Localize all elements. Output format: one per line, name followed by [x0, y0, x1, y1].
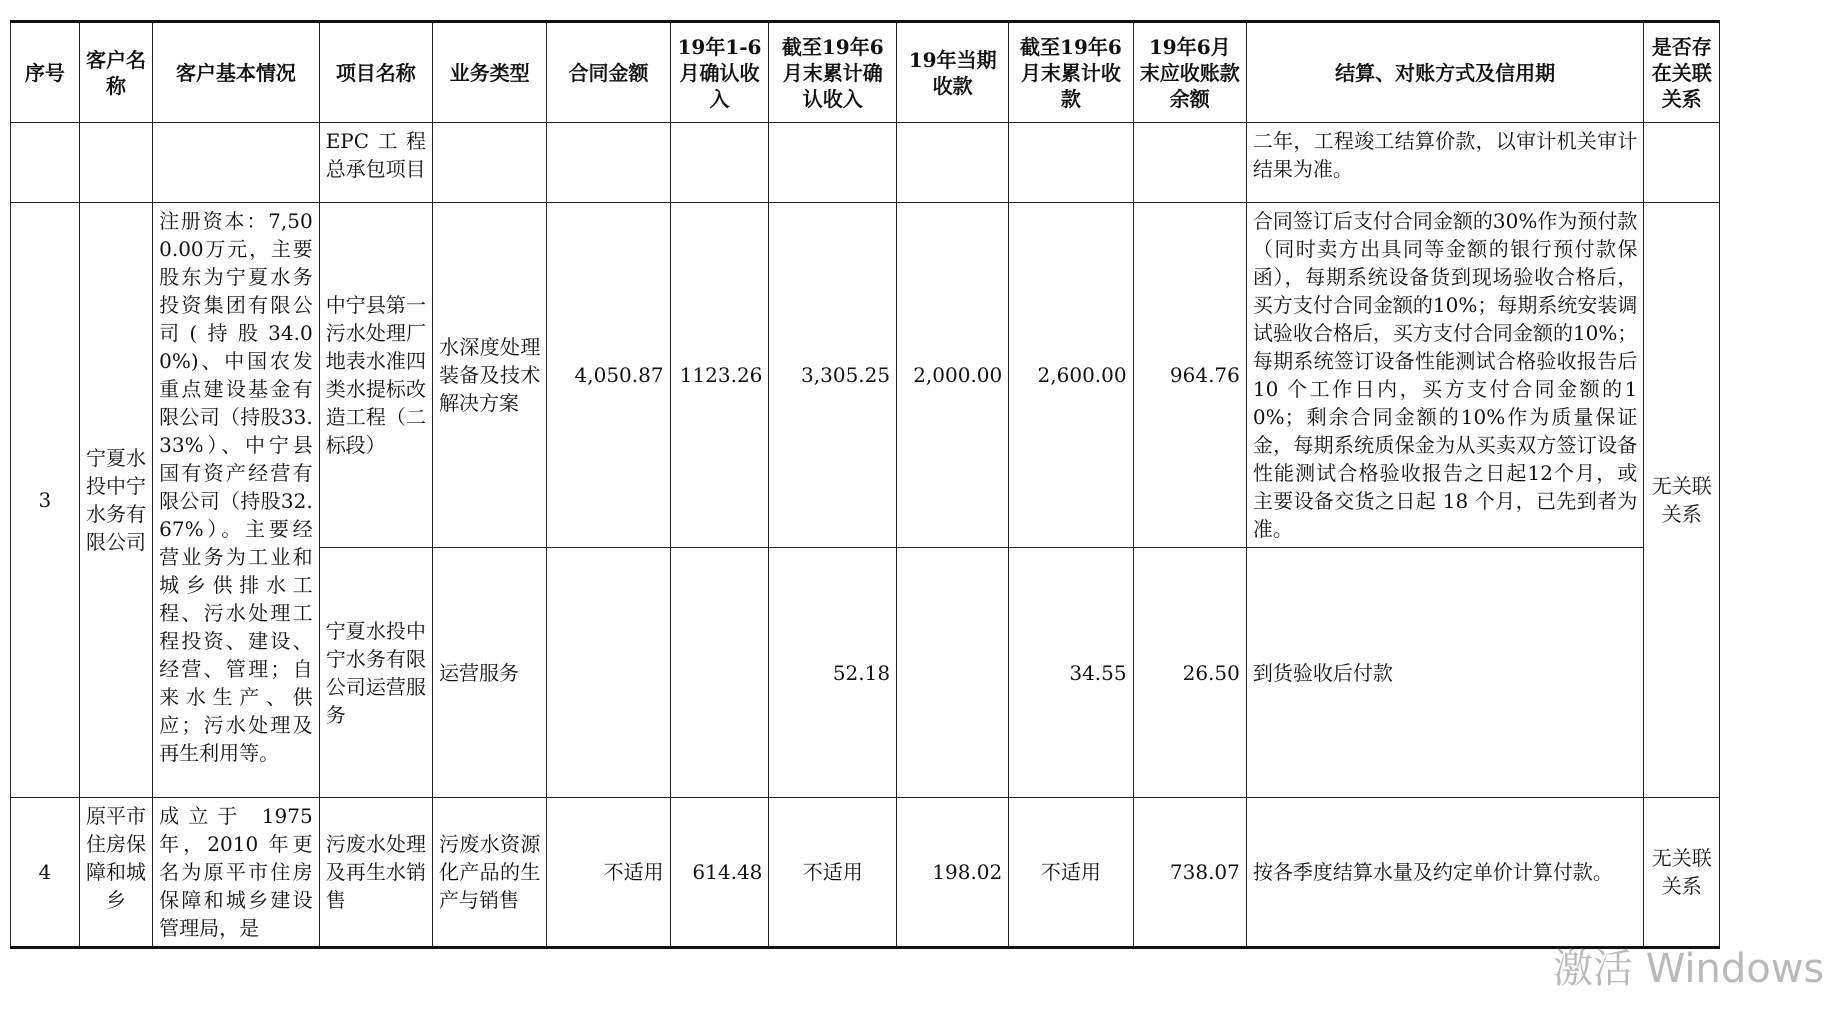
- cell-period-collection: 198.02: [897, 798, 1009, 948]
- header-contract-amount: 合同金额: [547, 22, 670, 123]
- table-row-4: [11, 798, 1720, 948]
- cell-customer-info: 成立于 1975 年，2010 年更名为原平市住房保障和城乡建设管理局，是: [153, 798, 320, 948]
- header-cum-revenue: 截至19年6月末累计确认收入: [769, 22, 897, 123]
- cell-h1-revenue: [670, 548, 769, 798]
- cell-contract-amount: 不适用: [547, 798, 670, 948]
- document-page: [10, 20, 1720, 949]
- cell-empty: [1009, 123, 1133, 203]
- cell-related: 无关联关系: [1644, 203, 1720, 798]
- cell-h1-revenue: 1123.26: [670, 203, 769, 548]
- cell-empty: [79, 123, 152, 203]
- header-cum-collection: 截至19年6月末累计收款: [1009, 22, 1133, 123]
- cell-settlement: 到货验收后付款: [1246, 548, 1644, 798]
- cell-cum-revenue: 52.18: [769, 548, 897, 798]
- activate-windows-watermark: 激活 Windows: [1553, 946, 1824, 992]
- header-receivable-balance: 19年6月末应收账款余额: [1133, 22, 1246, 123]
- header-period-collection: 19年当期收款: [897, 22, 1009, 123]
- header-row: [11, 22, 1720, 123]
- cell-project-name: 中宁县第一污水处理厂地表水准四类水提标改造工程（二标段）: [319, 203, 432, 548]
- cell-receivable-balance: 26.50: [1133, 548, 1246, 798]
- cell-settlement: 合同签订后支付合同金额的30%作为预付款（同时卖方出具同等金额的银行预付款保函），每期系统设备货到现场验收合格后，买方支付合同金额的10%；每期系统安装调试验收合格后，买方支付合同金额的10%；每期系统签订设备性能测试合格验收报告后 10 个工作日内，买方支付合同金额的10%；剩余合同金额的10%作为质量保证金，每期系统质保金为从买卖双方签订设备性能测试合格验收报告之日起12个月，或主要设备交货之日起 18 个月，已先到者为准。: [1246, 203, 1644, 548]
- cell-seq: 3: [11, 203, 80, 798]
- cell-cum-collection: 不适用: [1009, 798, 1133, 948]
- customer-contract-table: [10, 20, 1720, 949]
- cell-cum-revenue: 不适用: [769, 798, 897, 948]
- table-row-3a: [11, 203, 1720, 548]
- cell-related: 无关联关系: [1644, 798, 1720, 948]
- cell-receivable-balance: 964.76: [1133, 203, 1246, 548]
- table-row-continued: [11, 123, 1720, 203]
- header-business-type: 业务类型: [432, 22, 546, 123]
- cell-period-collection: [897, 548, 1009, 798]
- cell-empty: [11, 123, 80, 203]
- cell-project-name: 污废水处理及再生水销售: [319, 798, 432, 948]
- cell-customer-name: 原平市住房保障和城乡: [79, 798, 152, 948]
- cell-empty: [153, 123, 320, 203]
- cell-h1-revenue: 614.48: [670, 798, 769, 948]
- cell-business-type: 污废水资源化产品的生产与销售: [432, 798, 546, 948]
- cell-empty: [769, 123, 897, 203]
- header-seq: 序号: [11, 22, 80, 123]
- cell-receivable-balance: 738.07: [1133, 798, 1246, 948]
- header-customer-name: 客户名称: [79, 22, 152, 123]
- cell-cum-revenue: 3,305.25: [769, 203, 897, 548]
- cell-business-type: 水深度处理装备及技术解决方案: [432, 203, 546, 548]
- cell-project-name: EPC工程总承包项目: [319, 123, 432, 203]
- cell-settlement: 二年，工程竣工结算价款，以审计机关审计结果为准。: [1246, 123, 1644, 203]
- header-related: 是否存在关联关系: [1644, 22, 1720, 123]
- cell-period-collection: 2,000.00: [897, 203, 1009, 548]
- cell-business-type: 运营服务: [432, 548, 546, 798]
- cell-project-name: 宁夏水投中宁水务有限公司运营服务: [319, 548, 432, 798]
- cell-contract-amount: 4,050.87: [547, 203, 670, 548]
- cell-cum-collection: 2,600.00: [1009, 203, 1133, 548]
- cell-contract-amount: [547, 548, 670, 798]
- cell-empty: [897, 123, 1009, 203]
- cell-empty: [670, 123, 769, 203]
- cell-empty: [1644, 123, 1720, 203]
- cell-seq: 4: [11, 798, 80, 948]
- cell-customer-name: 宁夏水投中宁水务有限公司: [79, 203, 152, 798]
- header-h1-revenue: 19年1-6月确认收入: [670, 22, 769, 123]
- cell-empty: [1133, 123, 1246, 203]
- cell-customer-info: 注册资本：7,500.00万元，主要股东为宁夏水务投资集团有限公司(持股34.00%)、中国农发重点建设基金有限公司（持股33.33%）、中宁县国有资产经营有限公司（持股32.67%）。主要经营业务为工业和城乡供排水工程、污水处理工程投资、建设、经营、管理；自来水生产、供应；污水处理及再生利用等。: [153, 203, 320, 798]
- cell-empty: [432, 123, 546, 203]
- header-customer-info: 客户基本情况: [153, 22, 320, 123]
- header-settlement: 结算、对账方式及信用期: [1246, 22, 1644, 123]
- cell-empty: [547, 123, 670, 203]
- cell-settlement: 按各季度结算水量及约定单价计算付款。: [1246, 798, 1644, 948]
- header-project-name: 项目名称: [319, 22, 432, 123]
- cell-cum-collection: 34.55: [1009, 548, 1133, 798]
